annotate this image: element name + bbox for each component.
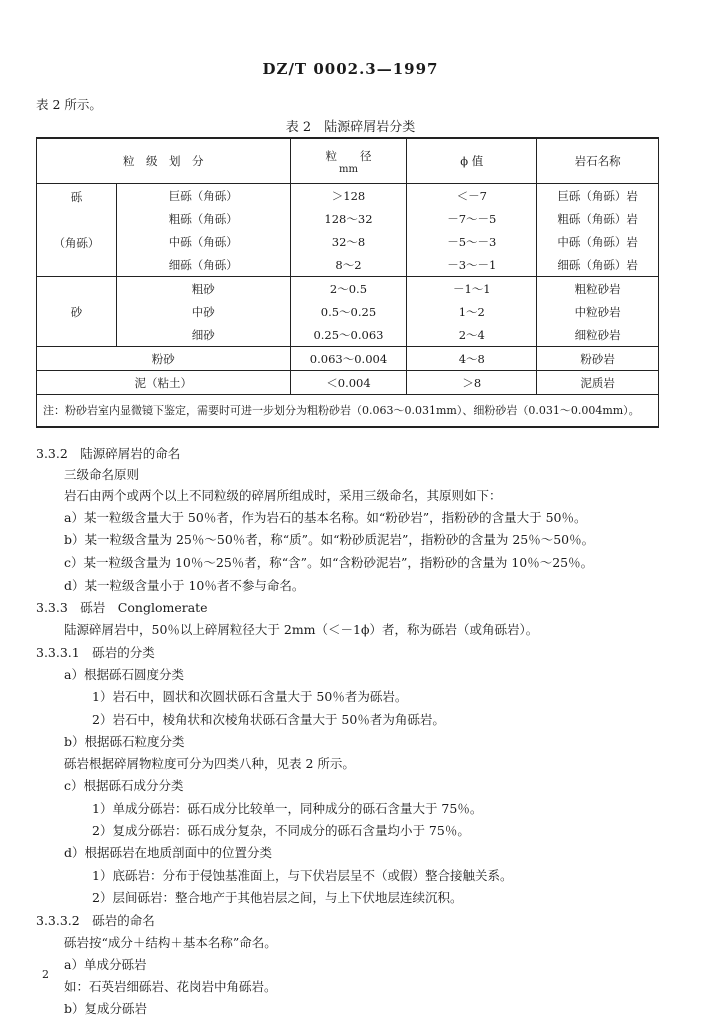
paragraph: 岩石由两个或两个以上不同粒级的碎屑所组成时，采用三级命名，其原则如下： [64, 488, 502, 503]
grade-name: 细砾（角砾） [116, 253, 290, 277]
list-item: c）根据砾石成分分类 [64, 778, 184, 793]
grade-name: 细砂 [116, 323, 290, 347]
list-item: a）根据砾石圆度分类 [64, 667, 184, 682]
list-item: c）某一粒级含量为 10％～25％者，称“含”。如“含粉砂泥岩”，指粉砂的含量为 10％～25％。 [64, 555, 594, 570]
grade-name: 粉砂 [37, 347, 291, 371]
grade-name: 中砾（角砾） [116, 230, 290, 253]
header-rock: 岩石名称 [537, 138, 659, 184]
list-item: b）复成分砾岩 [64, 1001, 148, 1016]
grain-size: 0.25～0.063 [290, 323, 407, 347]
paragraph: 如：石英岩细砾岩、花岗岩中角砾岩。 [64, 979, 277, 994]
grain-size: 128～32 [290, 207, 407, 230]
standard-number-header: DZ/T 0002.3—1997 [262, 60, 439, 78]
grain-size: 32～8 [290, 230, 407, 253]
table-note: 注：粉砂岩室内显微镜下鉴定，需要时可进一步划分为粗粉砂岩（0.063～0.031mm）、细粉砂岩（0.031～0.004mm）。 [37, 395, 659, 428]
header-grade: 粒 级 划 分 [37, 138, 291, 184]
gravel-angular-label: （角砾） [53, 236, 100, 250]
phi-value: －3～－1 [407, 253, 537, 277]
phi-value: －1～1 [407, 277, 537, 301]
grain-size: 2～0.5 [290, 277, 407, 301]
table-row [37, 230, 659, 253]
sand-group-label: 砂 [37, 277, 117, 347]
rock-name: 泥质岩 [537, 371, 659, 395]
rock-name: 细粒砂岩 [537, 323, 659, 347]
rock-name: 粗砾（角砾）岩 [537, 207, 659, 230]
phi-value: 2～4 [407, 323, 537, 347]
phi-value: ＞8 [407, 371, 537, 395]
table-row [37, 184, 659, 208]
table-row [37, 300, 659, 323]
phi-value: ＜－7 [407, 184, 537, 208]
list-item: 1）岩石中，圆状和次圆状砾石含量大于 50％者为砾岩。 [92, 689, 408, 704]
list-item: b）某一粒级含量为 25％～50％者，称“质”。如“粉砂质泥岩”，指粉砂的含量为 25％～50％。 [64, 532, 595, 547]
rock-name: 粗粒砂岩 [537, 277, 659, 301]
grain-size: 8～2 [290, 253, 407, 277]
gravel-label: 砾 [70, 190, 83, 204]
paragraph: 砾岩根据碎屑物粒度可分为四类八种，见表 2 所示。 [64, 756, 355, 771]
list-item: a）单成分砾岩 [64, 957, 147, 972]
rock-name: 粉砂岩 [537, 347, 659, 371]
grain-size: 0.5～0.25 [290, 300, 407, 323]
paragraph: 陆源碎屑岩中，50％以上碎屑粒径大于 2mm（＜－1ϕ）者，称为砾岩（或角砾岩）。 [64, 622, 539, 637]
grade-name: 巨砾（角砾） [116, 184, 290, 208]
list-item: 1）单成分砾岩：砾石成分比较单一，同种成分的砾石含量大于 75％。 [92, 801, 483, 816]
grade-name: 中砂 [116, 300, 290, 323]
grade-name: 粗砾（角砾） [116, 207, 290, 230]
section-3-3-3-2-title: 3.3.3.2 砾岩的命名 [36, 913, 155, 928]
list-item: b）根据砾石粒度分类 [64, 734, 185, 749]
list-item: 2）复成分砾岩：砾石成分复杂，不同成分的砾石含量均小于 75％。 [92, 823, 470, 838]
list-item: a）某一粒级含量大于 50％者，作为岩石的基本名称。如“粉砂岩”，指粉砂的含量大于 50％。 [64, 510, 587, 525]
phi-value: －7～－5 [407, 207, 537, 230]
header-phi: ϕ 值 [407, 138, 537, 184]
table-row [37, 371, 659, 395]
table-row [37, 347, 659, 371]
grade-name: 泥（粘土） [37, 371, 291, 395]
table-row [37, 323, 659, 347]
rock-name: 巨砾（角砾）岩 [537, 184, 659, 208]
page-number: 2 [42, 968, 49, 981]
table-caption: 表 2 陆源碎屑岩分类 [285, 120, 416, 135]
gravel-group-label [37, 184, 117, 277]
intro-line: 表 2 所示。 [36, 97, 102, 112]
list-item: 2）岩石中，棱角状和次棱角状砾石含量大于 50％者为角砾岩。 [92, 712, 445, 727]
header-size-unit: mm [338, 163, 358, 175]
rock-name: 中粒砂岩 [537, 300, 659, 323]
phi-value: －5～－3 [407, 230, 537, 253]
grain-size: ＞128 [290, 184, 407, 208]
clastic-rock-classification-table [36, 137, 659, 428]
list-item: d）某一粒级含量小于 10％者不参与命名。 [64, 578, 305, 593]
table-row [37, 277, 659, 301]
grain-size: 0.063～0.004 [290, 347, 407, 371]
section-3-3-2-title: 3.3.2 陆源碎屑岩的命名 [36, 446, 181, 461]
rock-name: 中砾（角砾）岩 [537, 230, 659, 253]
header-size [290, 138, 407, 184]
list-item: 2）层间砾岩：整合地产于其他岩层之间，与上下伏地层连续沉积。 [92, 890, 463, 905]
naming-principle-subtitle: 三级命名原则 [64, 467, 140, 482]
list-item: 1）底砾岩：分布于侵蚀基准面上，与下伏岩层呈不（或假）整合接触关系。 [92, 868, 513, 883]
rock-name: 细砾（角砾）岩 [537, 253, 659, 277]
table-row [37, 253, 659, 277]
grade-name: 粗砂 [116, 277, 290, 301]
table-row [37, 207, 659, 230]
list-item: d）根据砾岩在地质剖面中的位置分类 [64, 845, 273, 860]
header-size-label: 粒 径 [325, 148, 372, 163]
section-3-3-3-title: 3.3.3 砾岩 Conglomerate [36, 600, 208, 615]
phi-value: 4～8 [407, 347, 537, 371]
phi-value: 1～2 [407, 300, 537, 323]
paragraph: 砾岩按“成分＋结构＋基本名称”命名。 [64, 935, 277, 950]
grain-size: ＜0.004 [290, 371, 407, 395]
section-3-3-3-1-title: 3.3.3.1 砾岩的分类 [36, 645, 155, 660]
